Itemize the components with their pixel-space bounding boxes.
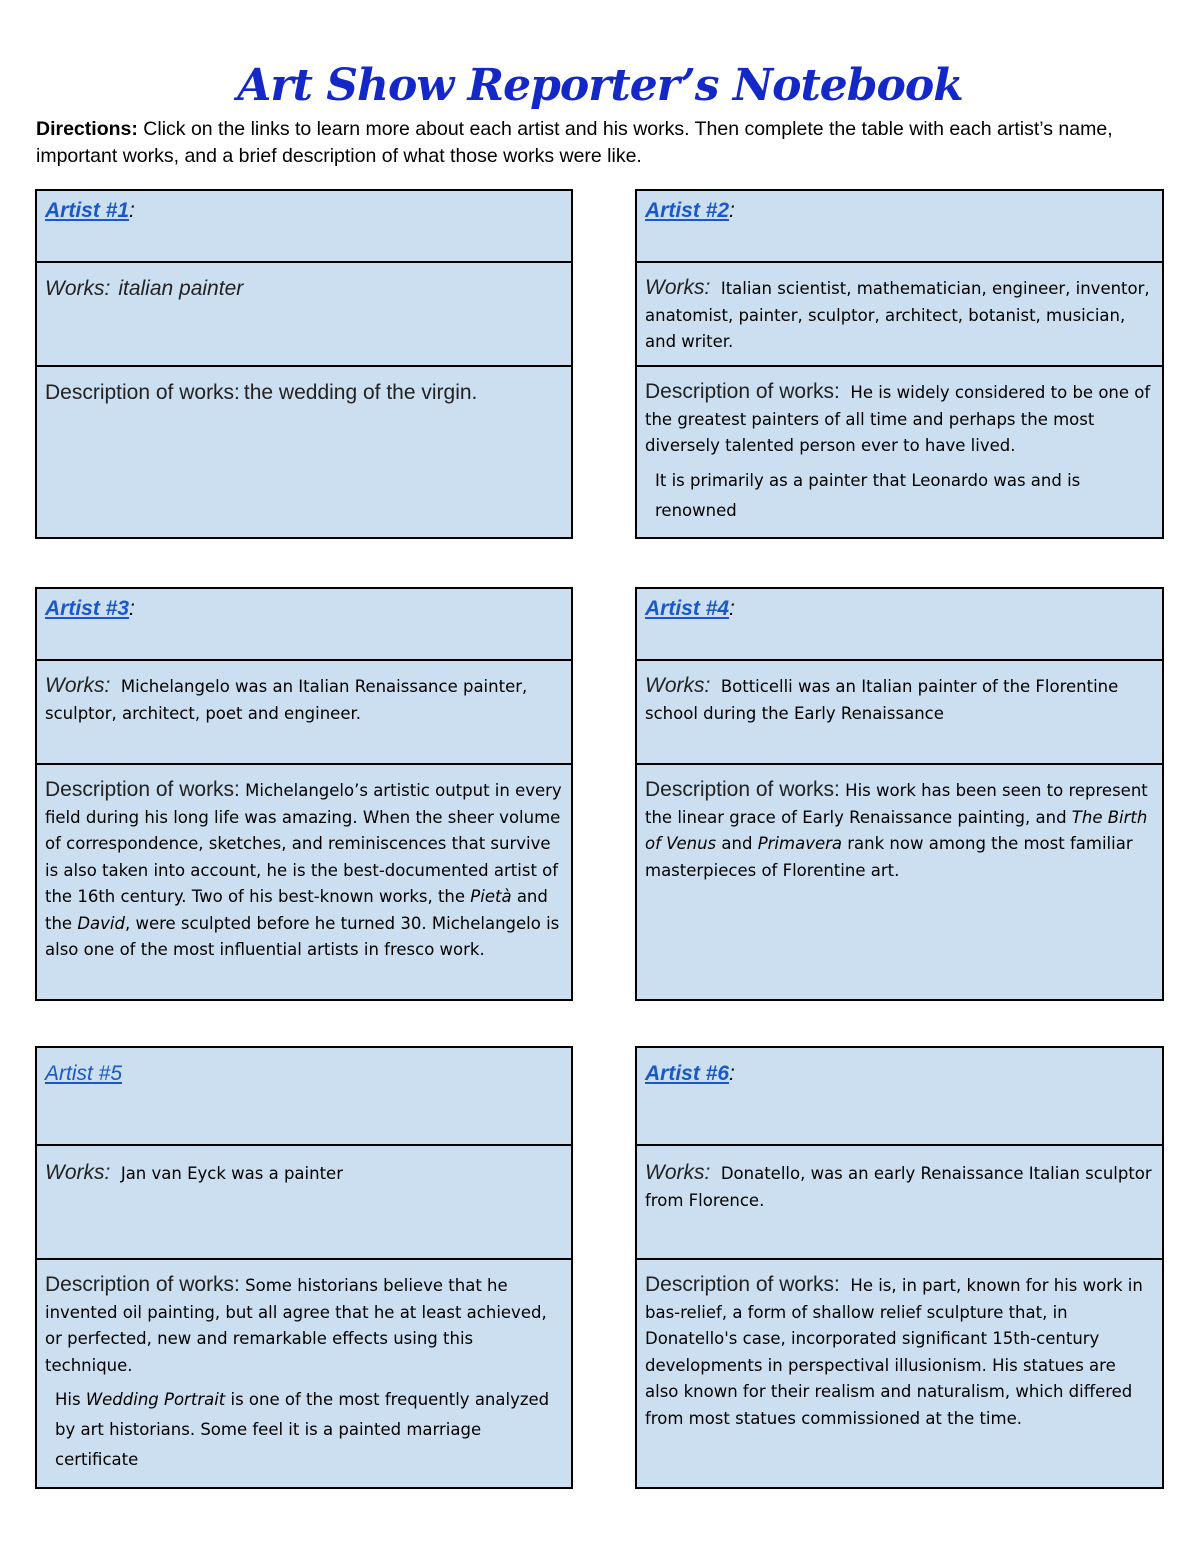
artist-link-3[interactable]: Artist #3	[45, 597, 130, 620]
description-label: Description of works:	[645, 380, 840, 403]
artist-header-4: Artist #4:	[645, 597, 735, 620]
directions-label: Directions:	[36, 118, 138, 140]
works-label: Works:	[645, 276, 711, 299]
works-text: Botticelli was an Italian painter of the Florentine school during the Early Renaissance	[645, 677, 1119, 723]
artist-header-6: Artist #6:	[645, 1062, 735, 1085]
works-label: Works:	[45, 1161, 111, 1184]
description-label: Description of works:	[45, 1273, 240, 1296]
artist-card-5	[35, 1046, 573, 1489]
description-text: Michelangelo’s artistic output in every field during his long life was amazing. When the sheer volume of correspondence, sketches, and reminiscences that survive is also taken into account, he is the best-documented artist of the 16th century. Two of his best-known works, the Pietà and the David, were sculpted before he turned 30. Michelangelo is also one of the most influential artists in fresco work.	[45, 781, 562, 959]
works-text: Michelangelo was an Italian Renaissance painter, sculptor, architect, poet and engineer.	[45, 677, 528, 723]
artist-card-6	[635, 1046, 1164, 1489]
description-text: He is, in part, known for his work in bas-relief, a form of shallow relief sculpture that, in Donatello's case, incorporated significant 15th-century developments in perspectival illusionism. His statues are also known for their realism and naturalism, which differed from most statues commissioned at the time.	[645, 1276, 1143, 1428]
artist-header-1: Artist #1:	[45, 199, 135, 222]
works-text: Jan van Eyck was a painter	[120, 1164, 343, 1183]
works-text: Donatello, was an early Renaissance Italian sculptor from Florence.	[645, 1164, 1152, 1210]
artist-link-1[interactable]: Artist #1	[45, 199, 130, 222]
artist-card-4	[635, 587, 1164, 1001]
artist-header-2: Artist #2:	[645, 199, 735, 222]
directions-text: Click on the links to learn more about each artist and his works. Then complete the table with each artist’s name, important works, and a brief description of what those works were like.	[36, 118, 1113, 167]
artist-link-2[interactable]: Artist #2	[645, 199, 730, 222]
artist-link-5[interactable]: Artist #5	[45, 1062, 123, 1085]
description-extra: His Wedding Portrait is one of the most frequently analyzed by art historians. Some feel it is a painted marriage certificate	[55, 1390, 550, 1469]
description-text: He is widely considered to be one of the greatest painters of all time and perhaps the most diversely talented person ever to have lived.	[645, 383, 1151, 455]
works-label: Works:	[45, 674, 111, 697]
description-label: Description of works:	[645, 1273, 840, 1296]
description-text: the wedding of the virgin.	[243, 381, 478, 404]
description-extra: It is primarily as a painter that Leonardo was and is renowned	[655, 470, 1081, 520]
artist-card-1	[35, 189, 573, 539]
works-label: Works:	[45, 277, 111, 300]
description-label: Description of works:	[45, 381, 240, 404]
works-text: italian painter	[118, 277, 244, 300]
page-title: Art Show Reporter’s Notebook	[237, 60, 963, 111]
description-text: Some historians believe that he invented oil painting, but all agree that he at least achieved, or perfected, new and remarkable effects using this technique.	[45, 1276, 547, 1375]
artist-card-2	[635, 189, 1164, 539]
artist-link-4[interactable]: Artist #4	[645, 597, 730, 620]
artist-header-3: Artist #3:	[45, 597, 135, 620]
artist-card-3	[35, 587, 573, 1001]
directions	[36, 116, 1166, 170]
works-text: Italian scientist, mathematician, engineer, inventor, anatomist, painter, sculptor, architect, botanist, musician, and writer.	[645, 279, 1150, 351]
works-label: Works:	[645, 1161, 711, 1184]
description-text: His work has been seen to represent the linear grace of Early Renaissance painting, and The Birth of Venus and Primavera rank now among the most familiar masterpieces of Florentine art.	[645, 781, 1148, 880]
artist-link-6[interactable]: Artist #6	[645, 1062, 730, 1085]
artist-header-5	[45, 1062, 122, 1085]
description-label: Description of works:	[645, 778, 840, 801]
works-label: Works:	[645, 674, 711, 697]
description-label: Description of works:	[45, 778, 240, 801]
